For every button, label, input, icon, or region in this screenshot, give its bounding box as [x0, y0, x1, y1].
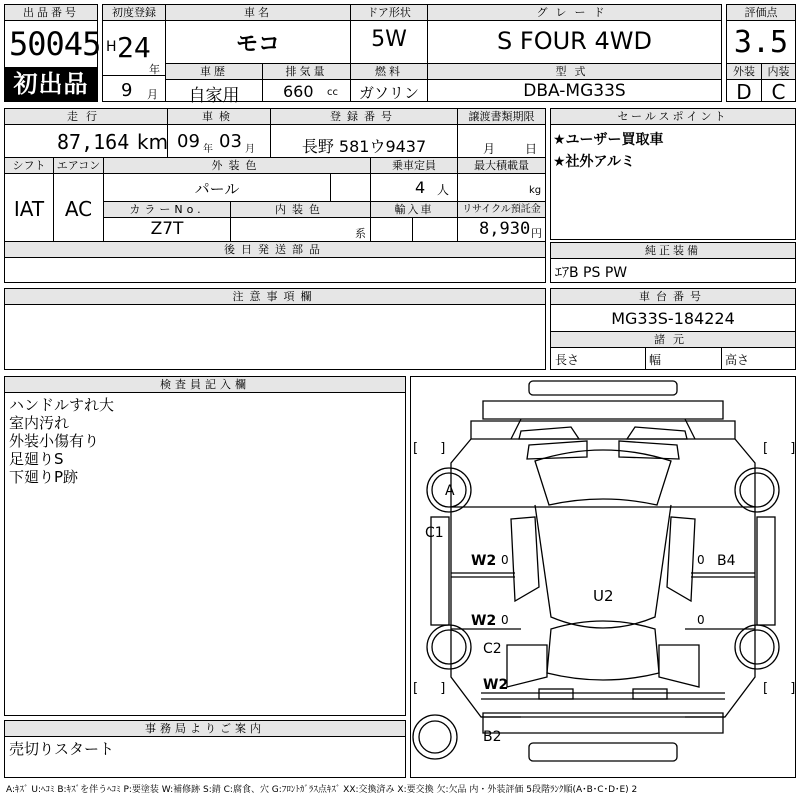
mileage-value: 87,164 — [57, 130, 130, 154]
chassis-value: MG33S-184224 — [611, 309, 735, 328]
inspector-line-2: 室内汚れ — [9, 414, 70, 432]
equipment-box — [550, 242, 796, 283]
right-bottom-bracket: [ ] — [763, 681, 796, 696]
office-notes-label: 事務局よりご案内 — [5, 721, 405, 736]
shift-label: シフト — [5, 158, 53, 173]
damage-mark-rear-bumper: B2 — [483, 729, 502, 745]
exterior-color-value: パール — [194, 180, 240, 198]
details-box — [4, 108, 546, 283]
office-notes-text: 売切りスタート — [9, 740, 115, 758]
plate-value: 長野 581ウ9437 — [301, 137, 427, 156]
interior-color-suffix: 系 — [355, 227, 366, 240]
ac-label: エアコン — [54, 158, 103, 173]
notes-box — [4, 288, 546, 370]
vehicle-header-box — [102, 4, 722, 106]
car-diagram — [411, 377, 795, 777]
plate-label: 登録番号 — [271, 109, 457, 124]
fuel-label: 燃料 — [351, 64, 427, 79]
year-unit: 年 — [149, 63, 160, 76]
recycle-label: リサイクル預託金 — [458, 202, 545, 217]
damage-diagram-box — [410, 376, 796, 778]
transfer-month-unit: 月 — [483, 142, 496, 156]
later-parts-label: 後日発送部品 — [5, 242, 545, 257]
shift-value: IAT — [13, 197, 45, 221]
max-load-label: 最大積載量 — [458, 158, 545, 173]
lot-number: 50045 — [9, 25, 101, 63]
spec-label: 諸元 — [551, 332, 795, 347]
displacement-label: 排気量 — [263, 64, 350, 79]
inspector-notes-box — [4, 376, 406, 716]
grade-value: S FOUR 4WD — [497, 27, 652, 55]
cc-unit: cc — [327, 87, 338, 98]
height-label: 高さ — [725, 353, 750, 367]
damage-legend: A:ｷｽﾞ U:ﾍｺﾐ B:ｷｽﾞを伴うﾍｺﾐ P:要塗装 W:補修跡 S:錆 C:腐食、穴 G:ﾌﾛﾝﾄｶﾞﾗｽ点ｷｽﾞ XX:交換済み X:要交換 欠:欠品 内・外装評価 5段階ﾗﾝｸ順(A･B･C･D･E) 2 — [6, 785, 638, 795]
score-value: 3.5 — [733, 25, 789, 60]
damage-mark-left-front-door: W2 — [471, 553, 497, 569]
recycle-value: 8,930 — [479, 219, 531, 239]
damage-mark-front-left-tire: A — [445, 483, 455, 499]
sales-point-1: ★ユーザー買取車 — [553, 132, 664, 148]
interior-label: 内装 — [762, 64, 795, 79]
inspector-line-5: 下廻りP跡 — [9, 468, 79, 486]
damage-mark-right-front-door: B4 — [717, 553, 736, 569]
month-unit: 月 — [147, 88, 158, 101]
model-value: DBA-MG33S — [523, 81, 626, 101]
load-unit: kg — [529, 185, 542, 196]
sales-points-label: セールスポイント — [551, 109, 795, 124]
color-number-label: カラーNo. — [104, 202, 230, 217]
capacity-label: 乗車定員 — [371, 158, 457, 173]
first-listing-badge: 初出品 — [5, 67, 97, 101]
left-top-bracket: [ ] — [413, 441, 446, 456]
transfer-label: 譲渡書類期限 — [458, 109, 545, 124]
fuel-value: ガソリン — [358, 84, 419, 102]
inspector-line-1: ハンドルすれ大 — [9, 396, 115, 414]
marker-zero-1: 0 — [501, 553, 509, 567]
color-number-value: Z7T — [150, 219, 184, 239]
marker-zero-2: 0 — [697, 553, 705, 567]
sales-points-box — [550, 108, 796, 240]
registration-year: 24 — [117, 31, 151, 64]
score-box — [726, 4, 796, 102]
ac-value: AC — [64, 197, 93, 221]
km-unit: km — [137, 130, 169, 154]
damage-mark-left-rear: W2 — [483, 677, 509, 693]
capacity-unit: 人 — [437, 183, 450, 197]
inspector-line-3: 外装小傷有り — [9, 432, 100, 450]
width-label: 幅 — [649, 353, 662, 367]
notes-label: 注意事項欄 — [5, 289, 545, 304]
office-notes-box — [4, 720, 406, 778]
registration-month: 9 — [121, 80, 133, 101]
damage-mark-left-quarter: C2 — [483, 641, 502, 657]
era-label: H — [106, 39, 117, 55]
left-bottom-bracket: [ ] — [413, 681, 446, 696]
inspection-month-unit: 月 — [245, 144, 255, 155]
damage-mark-left-fender: C1 — [425, 525, 444, 541]
car-name-label: 車名 — [166, 5, 350, 20]
length-label: 長さ — [555, 353, 580, 367]
capacity-value: 4 — [415, 178, 426, 197]
damage-mark-left-rear-door: W2 — [471, 613, 497, 629]
chassis-label: 車台番号 — [551, 289, 795, 304]
doors-value: 5W — [371, 27, 407, 52]
marker-zero-3: 0 — [501, 613, 509, 627]
history-value: 自家用 — [188, 86, 240, 106]
inspection-year-unit: 年 — [203, 144, 213, 155]
interior-color-label: 内装色 — [231, 202, 370, 217]
lot-number-label: 出品番号 — [5, 5, 97, 20]
damage-mark-roof: U2 — [593, 587, 614, 605]
right-top-bracket: [ ] — [763, 441, 796, 456]
inspector-notes-label: 検査員記入欄 — [5, 377, 405, 392]
exterior-label: 外装 — [727, 64, 761, 79]
interior-grade: C — [771, 80, 786, 104]
inspection-month: 03 — [219, 131, 242, 152]
marker-zero-4: 0 — [697, 613, 705, 627]
model-label: 型式 — [428, 64, 721, 79]
history-label: 車歴 — [166, 64, 262, 79]
transfer-day-unit: 日 — [525, 142, 538, 156]
import-label: 輸入車 — [371, 202, 457, 217]
equipment-label: 純正装備 — [551, 243, 795, 258]
car-name: モコ — [235, 32, 280, 57]
chassis-box — [550, 288, 796, 370]
equipment-value: ｴｱB PS PW — [555, 265, 628, 281]
exterior-color-label: 外装色 — [104, 158, 370, 173]
exterior-grade: D — [736, 80, 752, 104]
first-registration-label: 初度登録 — [103, 5, 165, 20]
displacement-value: 660 — [283, 82, 314, 101]
yen-unit: 円 — [531, 227, 542, 240]
lot-number-box — [4, 4, 101, 102]
inspection-label: 車検 — [168, 109, 270, 124]
doors-label: ドア形状 — [351, 5, 427, 20]
sales-point-2: ★社外アルミ — [553, 154, 635, 170]
inspection-year: 09 — [177, 131, 200, 152]
mileage-label: 走行 — [5, 109, 167, 124]
score-label: 評価点 — [727, 5, 795, 20]
grade-label: グレード — [428, 5, 721, 20]
inspector-line-4: 足廻りS — [9, 450, 64, 468]
